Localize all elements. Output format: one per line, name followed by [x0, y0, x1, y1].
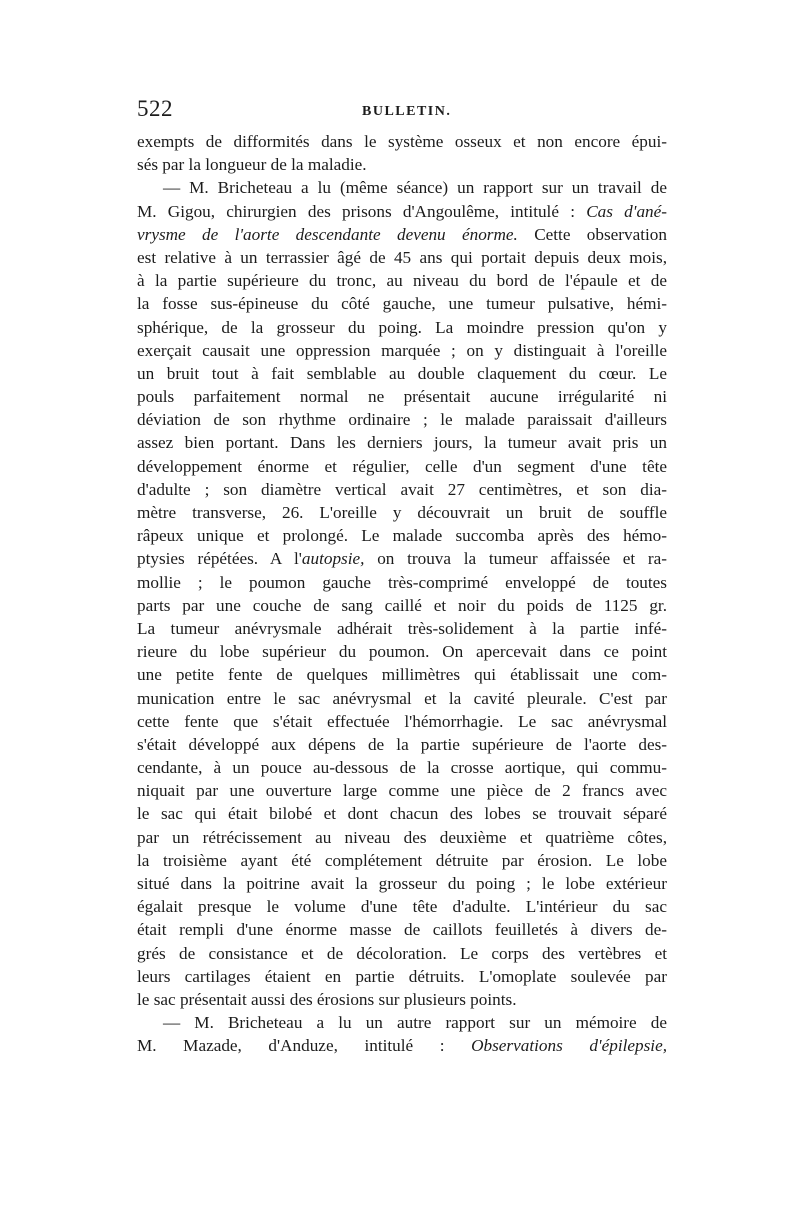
text-line: le sac présentait aussi des érosions sur plusieurs points. [137, 989, 517, 1009]
autopsie-word: autopsie, [301, 549, 365, 569]
text-line: râpeux unique et prolongé. Le malade succomba après des hémo- [137, 526, 667, 546]
text-segment: M. Gigou, chirurgien des prisons d'Angoulême, intitulé : [137, 201, 575, 221]
text-line: par un rétrécissement au niveau des deuxième et quatrième côtes, [137, 827, 667, 847]
text-line [137, 223, 667, 246]
text-line: situé dans la poitrine avait la grosseur du poing ; le lobe extérieur [137, 874, 667, 893]
text-line: la troisième ayant été complétement détruite par érosion. Le lobe [137, 850, 667, 870]
text-line: exerçait causait une oppression marquée ; on y distinguait à l'oreille [137, 340, 667, 360]
text-line: la fosse sus-épineuse du côté gauche, une tumeur pulsative, hémi- [137, 294, 667, 314]
text-line: mollie ; le poumon gauche très-comprimé enveloppé de toutes [137, 572, 667, 592]
text-line [137, 200, 667, 223]
text-line: sphérique, de la grosseur du poing. La moindre pression qu'on y [137, 317, 667, 337]
text-line: à la partie supérieure du tronc, au niveau du bord de l'épaule et de [137, 271, 667, 291]
text-line: d'adulte ; son diamètre vertical avait 27 centimètres, et son dia- [137, 479, 667, 499]
running-head: BULLETIN. [362, 104, 452, 119]
text-line: La tumeur anévrysmale adhérait très-solidement à la partie infé- [137, 618, 667, 638]
text-line: une petite fente de quelques millimètres qui établissait une com- [137, 665, 667, 685]
text-segment: M. Mazade, d'Anduze, intitulé : [137, 1036, 445, 1056]
text-line [137, 1034, 667, 1057]
text-line: sés par la longueur de la maladie. [137, 155, 367, 175]
text-line: s'était développé aux dépens de la partie supérieure de l'aorte des- [137, 734, 667, 754]
text-line: — M. Bricheteau a lu un autre rapport sur un mémoire de [163, 1013, 667, 1033]
text-line: un bruit tout à fait semblable au double claquement du cœur. Le [137, 363, 667, 383]
text-line: pouls parfaitement normal ne présentait aucune irrégularité ni [137, 387, 667, 407]
report-title-end: vrysme de l'aorte descendante devenu énorme. [137, 224, 518, 244]
text-line [137, 547, 667, 570]
text-line: — M. Bricheteau a lu (même séance) un rapport sur un travail de [163, 178, 667, 198]
body-text [137, 130, 667, 1058]
page-number: 522 [137, 96, 173, 121]
text-line: parts par une couche de sang caillé et noir du poids de 1125 gr. [137, 595, 667, 615]
text-line: le sac qui était bilobé et dont chacun des lobes se trouvait séparé [137, 804, 667, 824]
text-line: développement énorme et régulier, celle d'un segment d'une tête [137, 456, 667, 476]
text-line: mètre transverse, 26. L'oreille y découvrait un bruit de souffle [137, 503, 667, 522]
text-line: égalait presque le volume d'une tête d'adulte. L'intérieur du sac [137, 897, 667, 917]
text-segment: on trouva la tumeur affaissée et ra- [377, 549, 668, 569]
text-line: assez bien portant. Dans les derniers jours, la tumeur avait pris un [137, 433, 667, 453]
memoir-title: Observations d'épilepsie, [471, 1036, 667, 1056]
text-line: cette fente que s'était effectuée l'hémorrhagie. Le sac anévrysmal [137, 711, 667, 731]
text-line: déviation de son rhythme ordinaire ; le malade paraissait d'ailleurs [137, 410, 667, 430]
text-line: était rempli d'une énorme masse de caillots feuilletés à divers de- [137, 920, 667, 940]
text-line: leurs cartilages étaient en partie détruits. L'omoplate soulevée par [137, 966, 667, 986]
report-title-start: Cas d'ané- [586, 201, 667, 221]
page-header [137, 96, 667, 126]
text-line: munication entre le sac anévrysmal et la cavité pleurale. C'est par [137, 688, 667, 708]
text-line: niquait par une ouverture large comme une pièce de 2 francs avec [137, 781, 667, 801]
text-line: est relative à un terrassier âgé de 45 ans qui portait depuis deux mois, [137, 247, 667, 267]
text-line: rieure du lobe supérieur du poumon. On apercevait dans ce point [137, 642, 667, 662]
text-line: exempts de difformités dans le système osseux et non encore épui- [137, 132, 667, 151]
text-segment: ptysies répétées. A l' [137, 549, 302, 569]
text-line: cendante, à un pouce au-dessous de la crosse aortique, qui commu- [137, 758, 667, 778]
text-line: grés de consistance et de décoloration. Le corps des vertèbres et [137, 943, 667, 963]
text-segment: Cette observation [534, 224, 667, 244]
